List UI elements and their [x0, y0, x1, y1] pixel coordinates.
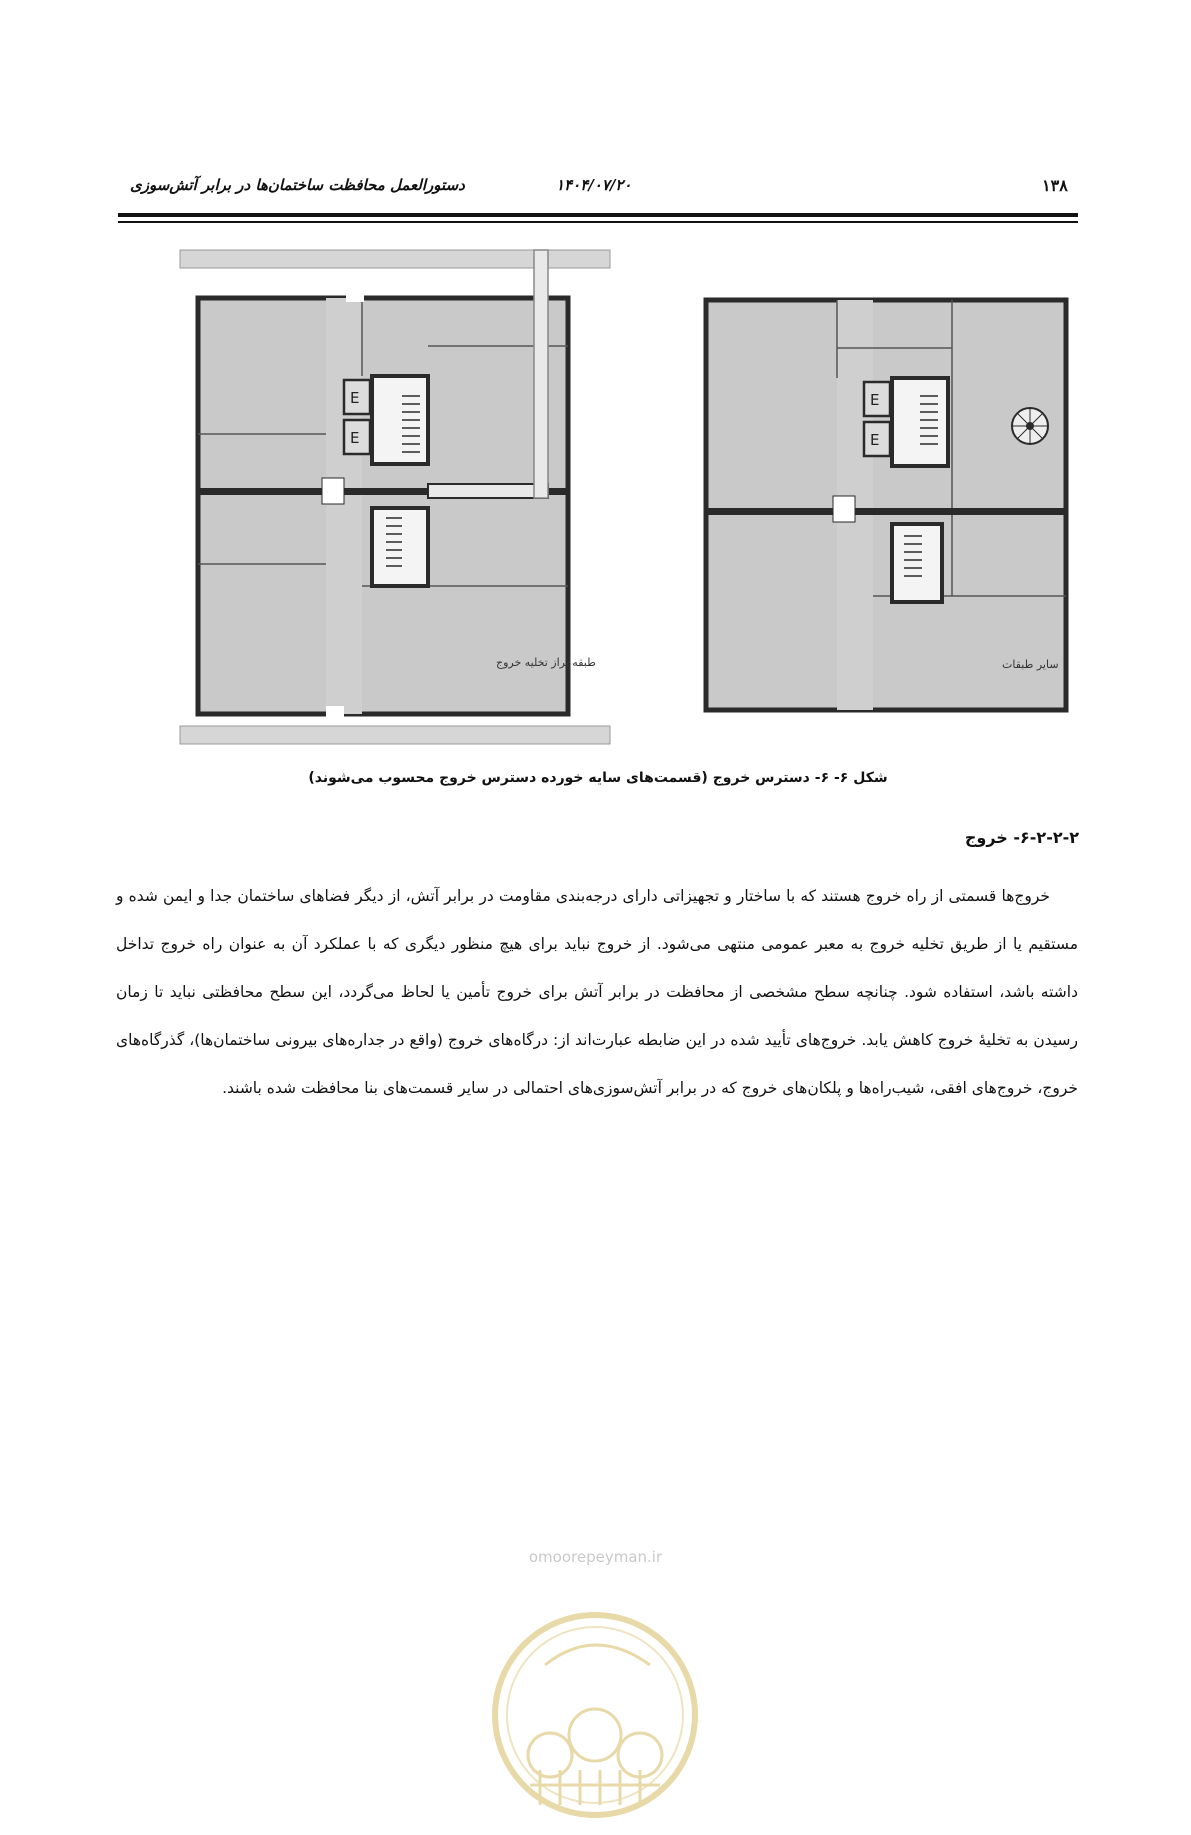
watermark-url: omoorepeyman.ir [528, 1548, 663, 1566]
header-rule-thin [118, 221, 1078, 223]
header-rule-thick [118, 213, 1078, 217]
elevator-mark: E [350, 429, 360, 447]
floor-plan-other-floors [702, 296, 1072, 716]
section-body [116, 872, 1078, 1112]
elevator-mark: E [870, 431, 880, 449]
header-title: دستورالعمل محافظت ساختمان‌ها در برابر آتش‌سوزی [130, 176, 465, 194]
floor-plan-discharge-level [176, 246, 616, 748]
section-heading: ۶-۲-۲-۲- خروج [964, 828, 1079, 847]
page-number: ۱۳۸ [1042, 176, 1068, 195]
right-plan-label: سایر طبقات [1002, 658, 1059, 671]
section-paragraph: خروج‌ها قسمتی از راه خروج هستند که با ساختار و تجهیزاتی دارای درجه‌بندی مقاومت در برابر آتش، از دیگر فضاهای ساختمان جدا و ایمن شده و مستقیم یا از طریق تخلیه خروج به معبر عمومی منتهی می‌شود. از خروج نباید برای هیچ منظور دیگری که با عملکرد آن به عنوان راه خروج تداخل داشته باشد، استفاده شود. چنانچه سطح مشخصی از محافظت در برابر آتش برای خروج تأمین یا لحاظ می‌گردد، این سطح محافظتی نباید تا زمان رسیدن به تخلیهٔ خروج کاهش یابد. خروج‌های تأیید شده در این ضابطه عبارت‌اند از: درگاه‌های خروج (واقع در جداره‌های بیرونی ساختمان‌ها)، گذرگاه‌های خروج، خروج‌های افقی، شیب‌راه‌ها و پلکان‌های خروج که در برابر آتش‌سوزی‌های احتمالی در سایر قسمت‌های بنا محافظت شده باشند. [116, 887, 1078, 1097]
header-date: ۱۴۰۴/۰۷/۲۰ [556, 176, 632, 194]
elevator-mark: E [870, 391, 880, 409]
figure-caption: شکل ۶- ۶- دسترس خروج (قسمت‌های سایه خورده دسترس خروج محسوب می‌شوند) [308, 770, 888, 786]
watermark-logo [490, 1595, 700, 1835]
elevator-mark: E [350, 389, 360, 407]
left-plan-label: طبقه تراز تخلیه خروج [496, 656, 596, 669]
